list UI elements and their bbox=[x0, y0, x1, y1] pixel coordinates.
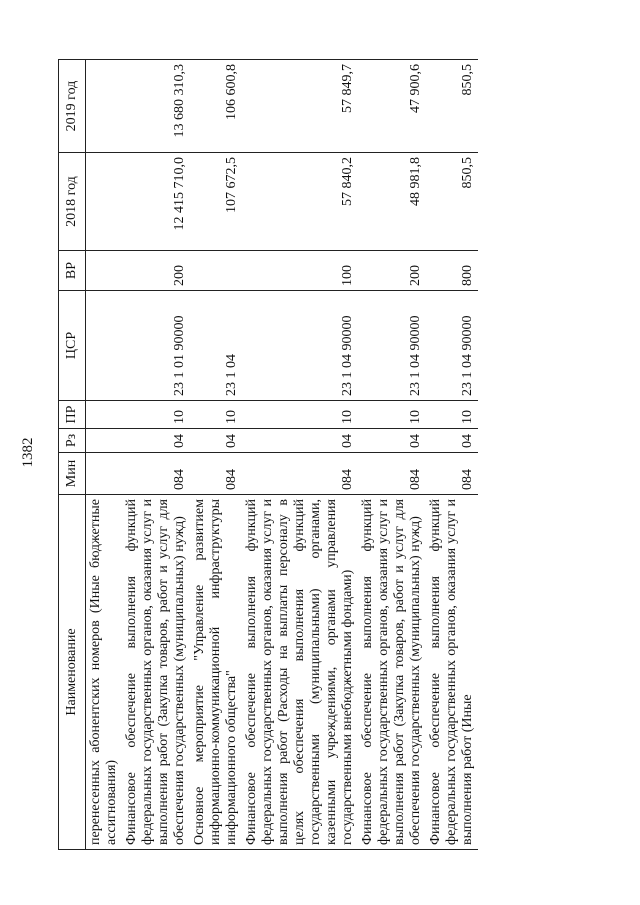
row-rz: 04 bbox=[426, 429, 478, 453]
row-name: Основное мероприятие "Управление развитием информационно-коммуникационной инфраструктуры информационного общества" bbox=[190, 495, 242, 850]
row-2019 bbox=[86, 60, 123, 153]
row-pr bbox=[86, 401, 123, 429]
row-rz: 04 bbox=[122, 429, 190, 453]
row-rz: 04 bbox=[190, 429, 242, 453]
table-row bbox=[190, 60, 242, 850]
row-2019: 13 680 310,3 bbox=[122, 60, 190, 153]
row-name: Финансовое обеспечение выполнения функций федеральных государственных органов, оказания услуг и выполнения работ (Закупка товаров, работ и услуг для обеспечения государственных (муниципальных) нужд) bbox=[122, 495, 190, 850]
row-name: Финансовое обеспечение выполнения функций федеральных государственных органов, оказания услуг и выполнения работ (Иные bbox=[426, 495, 478, 850]
header-rz: Рз bbox=[59, 429, 86, 453]
row-2019: 47 900,6 bbox=[358, 60, 426, 153]
row-csr: 23 1 04 90000 bbox=[242, 291, 358, 401]
row-name: перенесенных абонентских номеров (Иные бюджетные ассигнования) bbox=[86, 495, 123, 850]
row-pr: 10 bbox=[122, 401, 190, 429]
row-csr: 23 1 04 90000 bbox=[358, 291, 426, 401]
row-2018: 48 981,8 bbox=[358, 153, 426, 251]
row-vr: 100 bbox=[242, 251, 358, 291]
header-row bbox=[59, 60, 86, 850]
budget-table bbox=[58, 59, 478, 850]
header-2018: 2018 год bbox=[59, 153, 86, 251]
page-number: 1382 bbox=[20, 437, 36, 468]
header-vr: ВР bbox=[59, 251, 86, 291]
row-min: 084 bbox=[190, 453, 242, 495]
row-vr: 200 bbox=[358, 251, 426, 291]
row-min: 084 bbox=[426, 453, 478, 495]
row-csr: 23 1 04 90000 bbox=[426, 291, 478, 401]
row-vr bbox=[190, 251, 242, 291]
row-name: Финансовое обеспечение выполнения функций федеральных государственных органов, оказания услуг и выполнения работ (Расходы на выплаты персоналу в целях обеспечения выполнения функций государственными (муниципальными) органами, казенными учреждениями, органами управления государственными внебюджетными фондами) bbox=[242, 495, 358, 850]
row-vr: 200 bbox=[122, 251, 190, 291]
row-vr: 800 bbox=[426, 251, 478, 291]
row-pr: 10 bbox=[358, 401, 426, 429]
row-csr: 23 1 04 bbox=[190, 291, 242, 401]
header-pr: ПР bbox=[59, 401, 86, 429]
row-2018 bbox=[86, 153, 123, 251]
row-rz: 04 bbox=[358, 429, 426, 453]
row-csr bbox=[86, 291, 123, 401]
row-rz: 04 bbox=[242, 429, 358, 453]
table-row bbox=[358, 60, 426, 850]
row-min: 084 bbox=[358, 453, 426, 495]
row-pr: 10 bbox=[242, 401, 358, 429]
header-2019: 2019 год bbox=[59, 60, 86, 153]
row-2019: 106 600,8 bbox=[190, 60, 242, 153]
table-row bbox=[242, 60, 358, 850]
row-csr: 23 1 01 90000 bbox=[122, 291, 190, 401]
row-rz bbox=[86, 429, 123, 453]
row-pr: 10 bbox=[190, 401, 242, 429]
row-min: 084 bbox=[242, 453, 358, 495]
row-2018: 850,5 bbox=[426, 153, 478, 251]
row-2018: 12 415 710,0 bbox=[122, 153, 190, 251]
header-min: Мин bbox=[59, 453, 86, 495]
row-2018: 57 840,2 bbox=[242, 153, 358, 251]
table-row bbox=[426, 60, 478, 850]
row-vr bbox=[86, 251, 123, 291]
table-row bbox=[86, 60, 123, 850]
row-2019: 850,5 bbox=[426, 60, 478, 153]
row-2019: 57 849,7 bbox=[242, 60, 358, 153]
row-min bbox=[86, 453, 123, 495]
row-min: 084 bbox=[122, 453, 190, 495]
table-row bbox=[122, 60, 190, 850]
row-pr: 10 bbox=[426, 401, 478, 429]
row-2018: 107 672,5 bbox=[190, 153, 242, 251]
header-name: Наименование bbox=[59, 495, 86, 850]
row-name: Финансовое обеспечение выполнения функций федеральных государственных органов, оказания услуг и выполнения работ (Закупка товаров, работ и услуг для обеспечения государственных (муниципальных) нужд) bbox=[358, 495, 426, 850]
header-csr: ЦСР bbox=[59, 291, 86, 401]
